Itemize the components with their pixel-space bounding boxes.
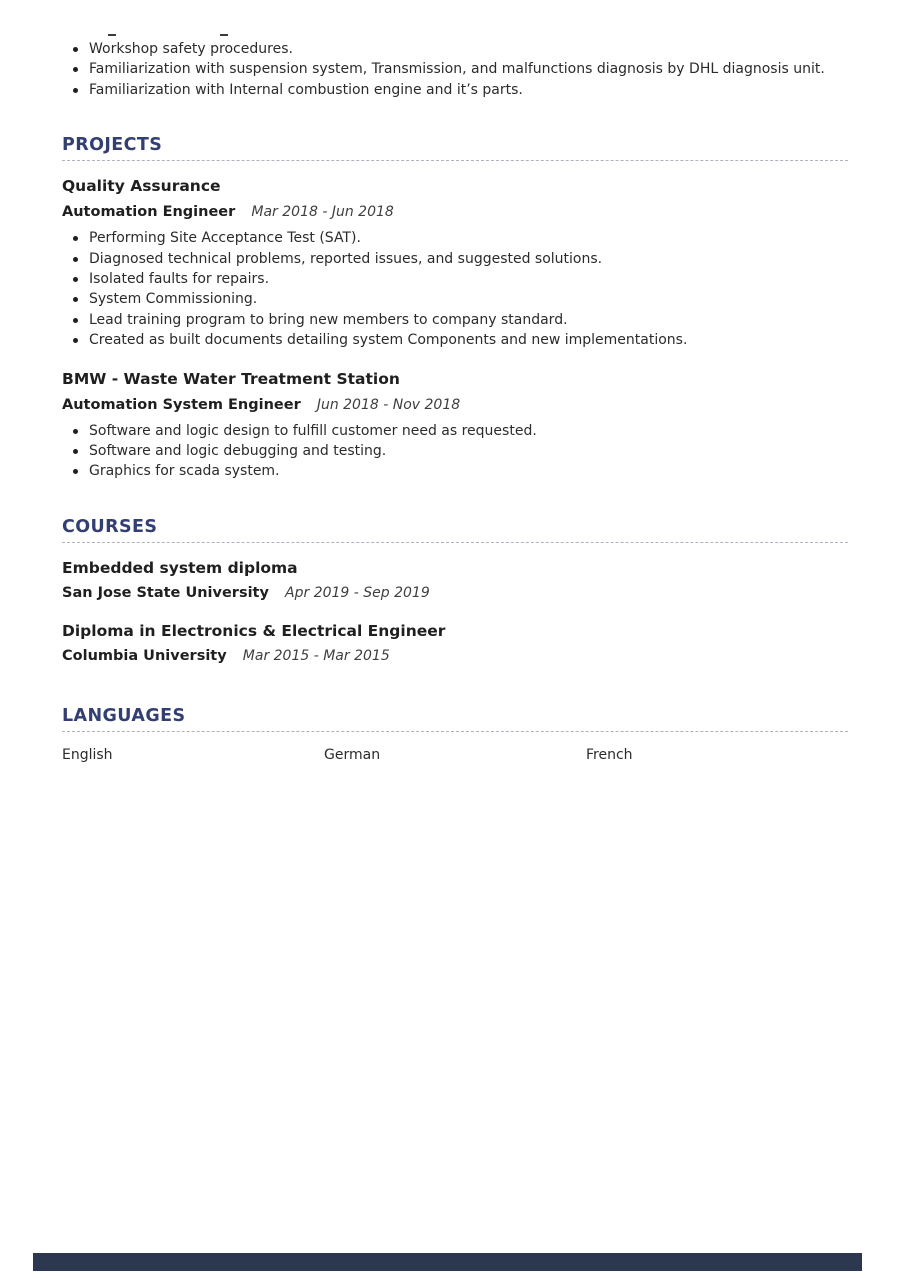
projects-section-title: PROJECTS [62, 135, 163, 156]
next-page-band [33, 1253, 862, 1271]
course-entry [62, 620, 848, 667]
project-role: Automation Engineer [62, 204, 236, 221]
courses-section-title: COURSES [62, 516, 158, 537]
project-name: BMW - Waste Water Treatment Station [62, 369, 400, 388]
course-dates: Apr 2019 - Sep 2019 [285, 584, 430, 601]
section-divider [62, 731, 848, 732]
section-projects [62, 133, 848, 482]
bullet-item: Diagnosed technical problems, reported issues, and suggested solutions. [62, 249, 848, 269]
skills-bullet-list [62, 0, 848, 100]
project-dates: Mar 2018 - Jun 2018 [251, 204, 394, 221]
project-dates: Jun 2018 - Nov 2018 [316, 396, 461, 413]
course-detail-line [62, 581, 848, 604]
section-languages [62, 704, 848, 765]
project-bullet-list [62, 421, 848, 482]
project-entry [62, 368, 848, 482]
project-role-line [62, 200, 848, 223]
project-bullet-list [62, 228, 848, 350]
course-detail-line [62, 644, 848, 667]
bullet-item: Workshop safety procedures. [62, 39, 848, 59]
course-institution: San Jose State University [62, 584, 269, 601]
course-entry [62, 557, 848, 604]
bullet-item: Created as built documents detailing system Components and new implementations. [62, 330, 848, 350]
bullet-item: Performing Site Acceptance Test (SAT). [62, 228, 848, 248]
project-name: Quality Assurance [62, 177, 221, 196]
section-divider [62, 542, 848, 543]
bullet-item: Familiarization with suspension system, Transmission, and malfunctions diagnosis by DHL diagnosis unit. [62, 59, 848, 79]
course-name: Embedded system diploma [62, 558, 298, 577]
bullet-item: System Commissioning. [62, 289, 848, 309]
bullet-item: Software and logic debugging and testing. [62, 441, 848, 461]
bullet-item: Graphics for scada system. [62, 461, 848, 481]
course-dates: Mar 2015 - Mar 2015 [242, 647, 390, 664]
bullet-item: Isolated faults for repairs. [62, 269, 848, 289]
course-name: Diploma in Electronics & Electrical Engineer [62, 621, 446, 640]
bullet-item: Familiarization with Internal combustion engine and it’s parts. [62, 80, 848, 100]
project-entry [62, 175, 848, 350]
section-divider [62, 160, 848, 161]
clipped-text-fragment [220, 34, 228, 36]
language-item: German [324, 746, 381, 763]
language-item: French [586, 746, 633, 763]
clipped-text-fragment [108, 34, 116, 36]
project-role-line [62, 393, 848, 416]
bullet-item: Software and logic design to fulfill customer need as requested. [62, 421, 848, 441]
project-role: Automation System Engineer [62, 396, 301, 413]
languages-section-title: LANGUAGES [62, 705, 186, 726]
course-institution: Columbia University [62, 647, 227, 664]
languages-list [62, 745, 848, 765]
bullet-item: Lead training program to bring new members to company standard. [62, 310, 848, 330]
section-courses [62, 515, 848, 667]
language-item: English [62, 746, 113, 763]
